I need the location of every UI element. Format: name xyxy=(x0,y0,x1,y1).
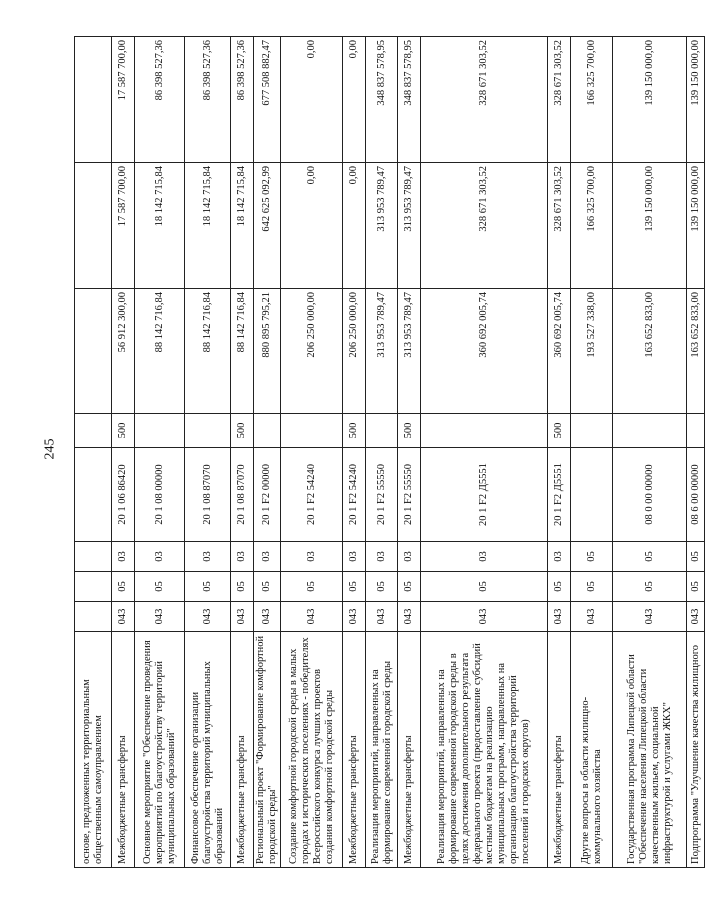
cell-v2: 642 625 092,99 xyxy=(254,163,281,289)
cell-v3: 328 671 303,52 xyxy=(421,37,548,163)
cell-v2: 18 142 715,84 xyxy=(231,163,254,289)
cell-v3: 139 150 000,00 xyxy=(687,37,705,163)
cell-c2: 05 xyxy=(687,572,705,602)
cell-v1: 206 250 000,00 xyxy=(281,289,343,414)
cell-c1 xyxy=(75,602,112,632)
budget-table-sheet xyxy=(74,37,701,868)
cell-c2: 05 xyxy=(112,572,135,602)
cell-v3: 17 587 700,00 xyxy=(112,37,135,163)
cell-v2: 313 953 789,47 xyxy=(398,163,421,289)
cell-v3: 139 150 000,00 xyxy=(613,37,687,163)
cell-c5: 500 xyxy=(231,414,254,448)
cell-c1: 043 xyxy=(421,602,548,632)
cell-c3: 03 xyxy=(398,542,421,572)
cell-v1: 56 912 300,00 xyxy=(112,289,135,414)
cell-c2: 05 xyxy=(281,572,343,602)
cell-name: Другие вопросы в области жилищно-коммунального хозяйства xyxy=(571,632,613,868)
cell-v3: 0,00 xyxy=(343,37,366,163)
cell-v1: 313 953 789,47 xyxy=(398,289,421,414)
cell-name: Государственная программа Липецкой области "Обеспечение населения Липецкой области качественным жильем, социальной инфраструктурой и услугами ЖКХ" xyxy=(613,632,687,868)
cell-c5: 500 xyxy=(548,414,571,448)
cell-c1: 043 xyxy=(548,602,571,632)
table-row xyxy=(75,37,112,868)
table-row xyxy=(185,37,231,868)
cell-c3: 03 xyxy=(548,542,571,572)
cell-c3: 03 xyxy=(231,542,254,572)
cell-c1: 043 xyxy=(185,602,231,632)
table-row xyxy=(135,37,185,868)
cell-c5 xyxy=(135,414,185,448)
cell-v3 xyxy=(75,37,112,163)
table-row xyxy=(421,37,548,868)
cell-c5 xyxy=(75,414,112,448)
table-row xyxy=(343,37,366,868)
cell-v1: 163 652 833,00 xyxy=(613,289,687,414)
cell-c2: 05 xyxy=(571,572,613,602)
cell-c4: 20 1 08 00000 xyxy=(135,448,185,542)
cell-v1: 163 652 833,00 xyxy=(687,289,705,414)
cell-c3: 03 xyxy=(343,542,366,572)
cell-v1 xyxy=(75,289,112,414)
cell-c4: 20 1 F2 Д5551 xyxy=(548,448,571,542)
cell-c4: 20 1 F2 Д5551 xyxy=(421,448,548,542)
cell-c5 xyxy=(687,414,705,448)
cell-v1: 360 692 005,74 xyxy=(421,289,548,414)
cell-c5 xyxy=(571,414,613,448)
cell-v3: 86 398 527,36 xyxy=(231,37,254,163)
cell-c1: 043 xyxy=(112,602,135,632)
cell-v2: 139 150 000,00 xyxy=(613,163,687,289)
cell-v1: 880 895 795,21 xyxy=(254,289,281,414)
cell-v3: 166 325 700,00 xyxy=(571,37,613,163)
cell-v2: 166 325 700,00 xyxy=(571,163,613,289)
cell-v3: 86 398 527,36 xyxy=(185,37,231,163)
table-row xyxy=(281,37,343,868)
cell-c4: 20 1 F2 54240 xyxy=(343,448,366,542)
cell-v1: 88 142 716,84 xyxy=(231,289,254,414)
cell-name: Реализация мероприятий, направленных на формирование современной городской среды в целях достижения дополнительного результата федерального проекта (предоставление субсидий местным бюджетам на реализацию муниципальных программ, направленных на организацию благоустройства территорий поселений и городских округов) xyxy=(421,632,548,868)
cell-name: Межбюджетные трансферты xyxy=(548,632,571,868)
cell-c3 xyxy=(75,542,112,572)
cell-name: Финансовое обеспечение организации благоустройства территорий муниципальных образований xyxy=(185,632,231,868)
budget-table-body xyxy=(75,37,705,868)
cell-c4: 20 1 08 87070 xyxy=(185,448,231,542)
cell-v3: 0,00 xyxy=(281,37,343,163)
cell-c2: 05 xyxy=(185,572,231,602)
cell-c3: 05 xyxy=(613,542,687,572)
cell-c2: 05 xyxy=(254,572,281,602)
cell-c4: 20 1 F2 00000 xyxy=(254,448,281,542)
cell-c3: 03 xyxy=(421,542,548,572)
cell-c5 xyxy=(185,414,231,448)
cell-c3: 05 xyxy=(687,542,705,572)
cell-c5 xyxy=(366,414,398,448)
cell-name: Межбюджетные трансферты xyxy=(231,632,254,868)
cell-c1: 043 xyxy=(366,602,398,632)
cell-name: Реализация мероприятий, направленных на формирование современной городской среды xyxy=(366,632,398,868)
cell-v1: 206 250 000,00 xyxy=(343,289,366,414)
table-row xyxy=(112,37,135,868)
cell-c2: 05 xyxy=(231,572,254,602)
cell-c4: 20 1 F2 54240 xyxy=(281,448,343,542)
cell-v2: 328 671 303,52 xyxy=(548,163,571,289)
cell-name: Основное мероприятие "Обеспечение проведения мероприятий по благоустройству территорий муниципальных образований" xyxy=(135,632,185,868)
cell-c1: 043 xyxy=(135,602,185,632)
cell-v2: 18 142 715,84 xyxy=(135,163,185,289)
budget-table xyxy=(74,36,705,868)
cell-c4: 08 6 00 00000 xyxy=(687,448,705,542)
cell-v1: 88 142 716,84 xyxy=(185,289,231,414)
cell-c3: 03 xyxy=(254,542,281,572)
cell-c5 xyxy=(254,414,281,448)
table-row xyxy=(571,37,613,868)
cell-v1: 313 953 789,47 xyxy=(366,289,398,414)
table-row xyxy=(366,37,398,868)
cell-c4: 20 1 F2 55550 xyxy=(398,448,421,542)
cell-v2: 313 953 789,47 xyxy=(366,163,398,289)
cell-c4 xyxy=(75,448,112,542)
cell-c2 xyxy=(75,572,112,602)
cell-v3: 348 837 578,95 xyxy=(366,37,398,163)
cell-c4: 20 1 08 87070 xyxy=(231,448,254,542)
cell-v3: 328 671 303,52 xyxy=(548,37,571,163)
cell-c2: 05 xyxy=(343,572,366,602)
cell-c5: 500 xyxy=(398,414,421,448)
cell-c3: 03 xyxy=(366,542,398,572)
cell-name: Межбюджетные трансферты xyxy=(398,632,421,868)
cell-c1: 043 xyxy=(254,602,281,632)
cell-c3: 05 xyxy=(571,542,613,572)
table-row xyxy=(231,37,254,868)
cell-name: Подпрограмма "Улучшение качества жилищного xyxy=(687,632,705,868)
cell-c3: 03 xyxy=(281,542,343,572)
cell-name: Создание комфортной городской среды в малых городах и исторических поселениях - победителях Всероссийского конкурса лучших проектов создания комфортной городской среды xyxy=(281,632,343,868)
cell-c1: 043 xyxy=(231,602,254,632)
cell-v1: 360 692 005,74 xyxy=(548,289,571,414)
cell-c1: 043 xyxy=(687,602,705,632)
cell-c5 xyxy=(613,414,687,448)
cell-c1: 043 xyxy=(398,602,421,632)
cell-c2: 05 xyxy=(398,572,421,602)
cell-v2: 0,00 xyxy=(281,163,343,289)
cell-c2: 05 xyxy=(135,572,185,602)
cell-c2: 05 xyxy=(548,572,571,602)
cell-name: Межбюджетные трансферты xyxy=(343,632,366,868)
cell-name: Региональный проект "Формирование комфортной городской среды" xyxy=(254,632,281,868)
cell-v1: 88 142 716,84 xyxy=(135,289,185,414)
cell-c5: 500 xyxy=(112,414,135,448)
cell-c3: 03 xyxy=(185,542,231,572)
cell-c4 xyxy=(571,448,613,542)
table-row xyxy=(398,37,421,868)
cell-c4: 20 1 06 86420 xyxy=(112,448,135,542)
cell-name: основе, предложенных территориальным общественным самоуправлением xyxy=(75,632,112,868)
cell-c5: 500 xyxy=(343,414,366,448)
cell-v2: 328 671 303,52 xyxy=(421,163,548,289)
cell-c1: 043 xyxy=(281,602,343,632)
cell-c4: 08 0 00 00000 xyxy=(613,448,687,542)
table-row xyxy=(548,37,571,868)
cell-c3: 03 xyxy=(135,542,185,572)
cell-c2: 05 xyxy=(366,572,398,602)
cell-c1: 043 xyxy=(613,602,687,632)
cell-c2: 05 xyxy=(613,572,687,602)
cell-c1: 043 xyxy=(571,602,613,632)
cell-c2: 05 xyxy=(421,572,548,602)
cell-c5 xyxy=(281,414,343,448)
cell-c1: 043 xyxy=(343,602,366,632)
cell-c5 xyxy=(421,414,548,448)
cell-v2: 17 587 700,00 xyxy=(112,163,135,289)
table-row xyxy=(687,37,705,868)
table-row xyxy=(254,37,281,868)
cell-v3: 86 398 527,36 xyxy=(135,37,185,163)
cell-c3: 03 xyxy=(112,542,135,572)
cell-v3: 677 508 882,47 xyxy=(254,37,281,163)
cell-name: Межбюджетные трансферты xyxy=(112,632,135,868)
cell-v2 xyxy=(75,163,112,289)
cell-v2: 139 150 000,00 xyxy=(687,163,705,289)
cell-v2: 0,00 xyxy=(343,163,366,289)
cell-v3: 348 837 578,95 xyxy=(398,37,421,163)
cell-c4: 20 1 F2 55550 xyxy=(366,448,398,542)
table-row xyxy=(613,37,687,868)
cell-v1: 193 527 338,00 xyxy=(571,289,613,414)
cell-v2: 18 142 715,84 xyxy=(185,163,231,289)
